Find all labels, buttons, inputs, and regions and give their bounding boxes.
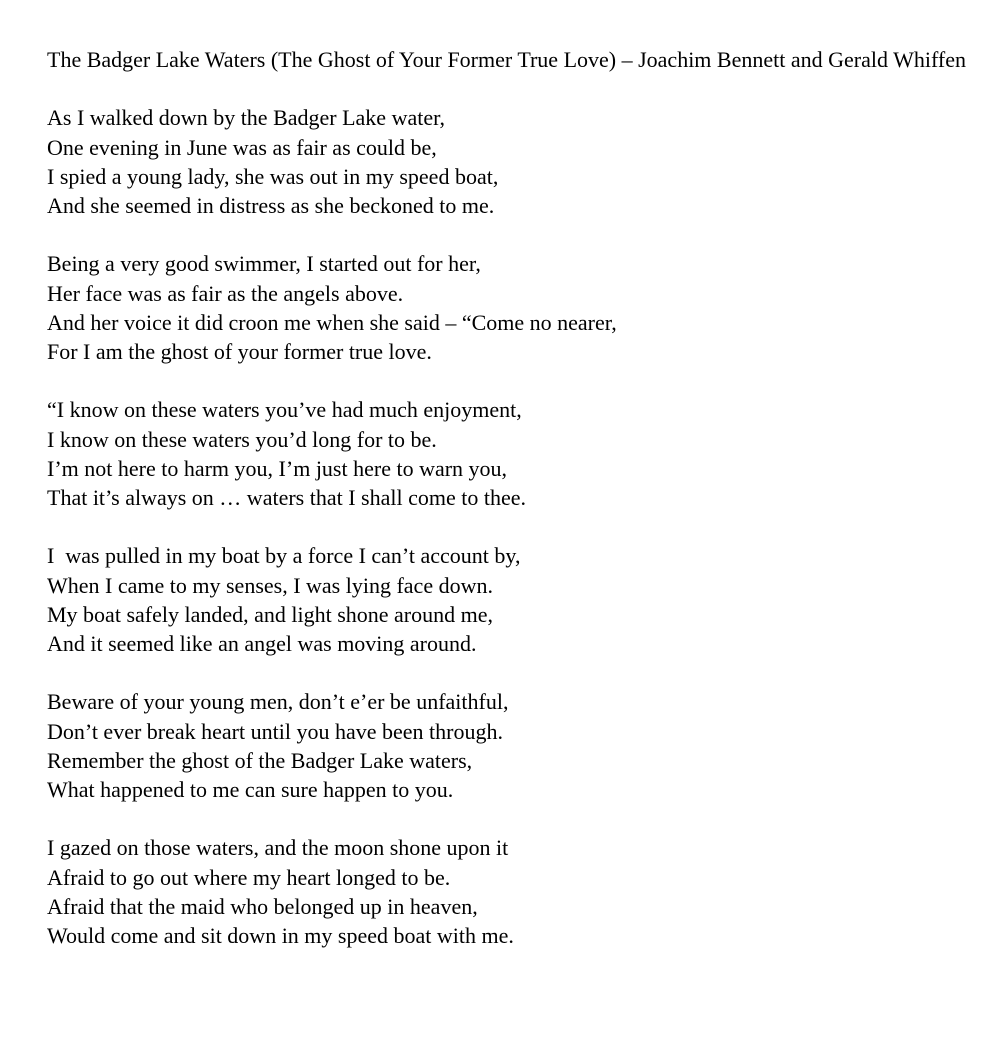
verse-line: Would come and sit down in my speed boat with me. <box>47 923 514 948</box>
document-page <box>47 45 977 950</box>
verse-line: I gazed on those waters, and the moon shone upon it <box>47 835 509 861</box>
verse-line: Being a very good swimmer, I started out for her, <box>47 251 481 277</box>
verse-line: “I know on these waters you’ve had much enjoyment, <box>47 397 522 423</box>
stanza-2 <box>47 249 977 366</box>
verse-line: One evening in June was as fair as could be, <box>47 134 437 160</box>
verse-line: As I walked down by the Badger Lake water, <box>47 105 446 131</box>
verse-line: My boat safely landed, and light shone around me, <box>47 601 494 627</box>
verse-line: For I am the ghost of your former true love. <box>47 339 432 364</box>
stanza-4 <box>47 541 977 658</box>
verse-line: Her face was as fair as the angels above. <box>47 280 404 306</box>
verse-line: What happened to me can sure happen to you. <box>47 777 454 802</box>
verse-line: When I came to my senses, I was lying face down. <box>47 572 493 598</box>
stanza-5 <box>47 687 977 804</box>
verse-line: That it’s always on … waters that I shall come to thee. <box>47 485 526 510</box>
verse-line: I’m not here to harm you, I’m just here to warn you, <box>47 455 508 481</box>
stanza-3 <box>47 395 977 512</box>
verse-line: And her voice it did croon me when she said – “Come no nearer, <box>47 309 617 335</box>
verse-line: Afraid to go out where my heart longed to be. <box>47 864 451 890</box>
document-title: The Badger Lake Waters (The Ghost of Your Former True Love) – Joachim Bennett and Gerald Whiffen <box>47 47 966 72</box>
verse-line: I know on these waters you’d long for to be. <box>47 426 437 452</box>
verse-line: Beware of your young men, don’t e’er be unfaithful, <box>47 689 509 715</box>
verse-line: Remember the ghost of the Badger Lake waters, <box>47 747 473 773</box>
stanza-6 <box>47 833 977 950</box>
verse-line: And it seemed like an angel was moving around. <box>47 631 477 656</box>
verse-line: I was pulled in my boat by a force I can’t account by, <box>47 543 521 569</box>
verse-line: Afraid that the maid who belonged up in heaven, <box>47 893 478 919</box>
stanza-1 <box>47 103 977 220</box>
verse-line: I spied a young lady, she was out in my speed boat, <box>47 163 499 189</box>
verse-line: Don’t ever break heart until you have been through. <box>47 718 503 744</box>
verse-line: And she seemed in distress as she beckoned to me. <box>47 193 495 218</box>
